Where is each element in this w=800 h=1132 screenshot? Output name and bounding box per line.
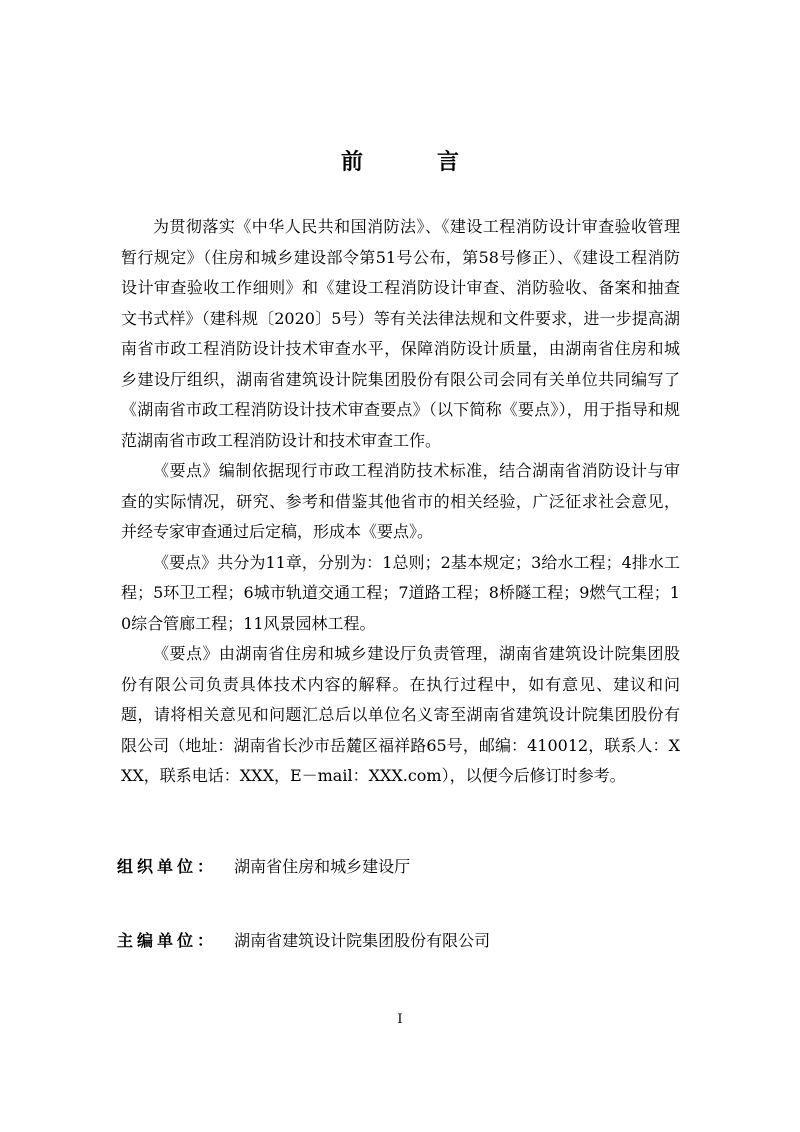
organizer-row — [117, 854, 410, 877]
paragraph-chapters: 《要点》共分为11章，分别为：1总则；2基本规定；3给水工程；4排水工程；5环卫工程；6城市轨道交通工程；7道路工程；8桥隧工程；9燃气工程；10综合管廊工程；11风景园林工程。 — [121, 552, 680, 633]
chief-editor-label: 主编单位： — [117, 931, 218, 950]
paragraph-basis: 《要点》编制依据现行市政工程消防技术标准，结合湖南省消防设计与审查的实际情况，研究、参考和借鉴其他省市的相关经验，广泛征求社会意见，并经专家审查通过后定稿，形成本《要点》。 — [121, 461, 680, 541]
page-title: 前 言 — [340, 150, 485, 175]
paragraph-contact: 《要点》由湖南省住房和城乡建设厅负责管理，湖南省建筑设计院集团股份有限公司负责具体技术内容的解释。在执行过程中，如有意见、建议和问题，请将相关意见和问题汇总后以单位名义寄至湖南省建筑设计院集团股份有限公司（地址：湖南省长沙市岳麓区福祥路65号，邮编：410012，联系人：XXX，联系电话：XXX，E－mail：XXX.com），以便今后修订时参考。 — [121, 644, 680, 785]
preface-body — [121, 212, 680, 792]
organizer-label: 组织单位： — [117, 857, 218, 876]
chief-editor-value: 湖南省建筑设计院集团股份有限公司 — [234, 931, 491, 950]
chief-editor-row — [117, 928, 490, 951]
organizer-value: 湖南省住房和城乡建设厅 — [234, 857, 411, 876]
page-number: I — [397, 1012, 403, 1027]
paragraph-purpose: 为贯彻落实《中华人民共和国消防法》、《建设工程消防设计审查验收管理暂行规定》（住房和城乡建设部令第51号公布，第58号修正）、《建设工程消防设计审查验收工作细则》和《建设工程消防设计审查、消防验收、备案和抽查文书式样》（建科规〔2020〕5号）等有关法律法规和文件要求，进一步提高湖南省市政工程消防设计技术审查水平，保障消防设计质量，由湖南省住房和城乡建设厅组织，湖南省建筑设计院集团股份有限公司会同有关单位共同编写了《湖南省市政工程消防设计技术审查要点》（以下简称《要点》），用于指导和规范湖南省市政工程消防设计和技术审查工作。 — [121, 217, 680, 450]
